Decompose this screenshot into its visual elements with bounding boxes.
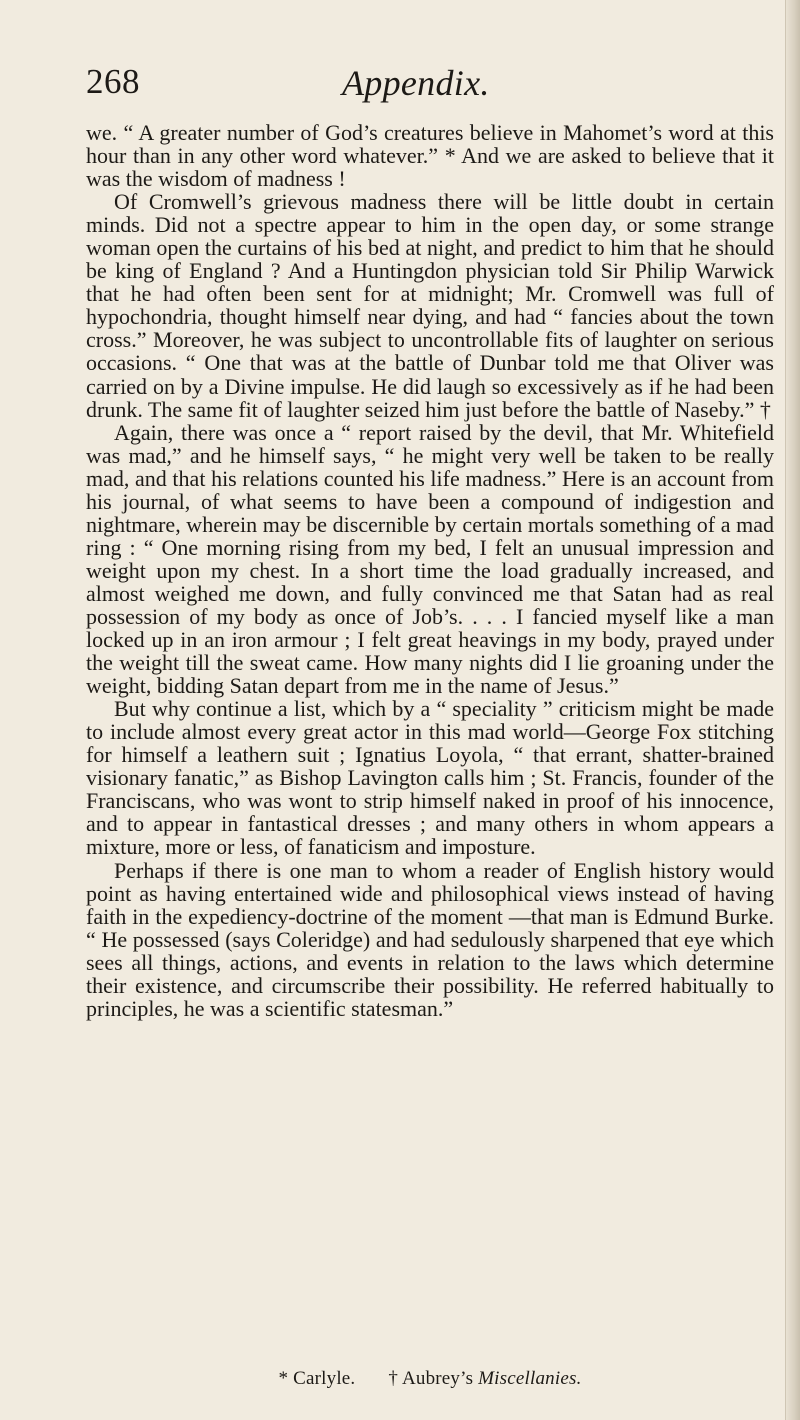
paragraph-4: But why continue a list, which by a “ speciality ” criticism might be made to include almost every great actor in this mad world—George Fox stitching for himself a leathern suit ; Ignatius Loyola, “ that errant, shatter-brained visionary fanatic,” as Bishop Lavington calls him ; St. Francis, founder of the Franciscans, who was wont to strip himself naked in proof of his innocence, and to appear in fantastical dresses ; and many others in whom appears a mixture, more or less, of fanaticism and imposture. — [86, 696, 774, 860]
footnote-aubrey-title: Miscellanies. — [478, 1368, 582, 1389]
paragraph-1: we. “ A greater number of God’s creatures believe in Mahomet’s word at this hour than in any other word whatever.” * And we are asked to believe that it was the wisdom of madness ! — [86, 120, 774, 192]
footnote-carlyle: * Carlyle. — [278, 1368, 356, 1389]
paragraph-2: Of Cromwell’s grievous madness there will be little doubt in certain minds. Did not a spectre appear to him in the open day, or some strange woman open the curtains of his bed at night, and predict to him that he should be king of England ? And a Huntingdon physician told Sir Philip Warwick that he had often been sent for at midnight; Mr. Cromwell was full of hypochondria, thought himself near dying, and had “ fancies about the town cross.” Moreover, he was subject to uncontrollable fits of laughter on serious occasions. “ One that was at the battle of Dunbar told me that Oliver was carried on by a Divine impulse. He did laugh so excessively as if he had been drunk. The same fit of laughter seized him just before the battle of Naseby.” † — [86, 189, 774, 422]
page-header — [86, 62, 776, 112]
footnotes — [86, 1368, 774, 1390]
running-head: Appendix. — [342, 63, 490, 103]
body-text — [86, 121, 774, 1020]
paragraph-5: Perhaps if there is one man to whom a reader of English history would point as having entertained wide and philosophical views instead of having faith in the expediency-doctrine of the moment —that man is Edmund Burke. “ He possessed (says Coleridge) and had sedulously sharpened that eye which sees all things, actions, and events in relation to the laws which determine their existence, and circumscribe their possibility. He referred habitually to principles, he was a scientific statesman.” — [86, 857, 774, 1021]
footnote-aubrey-prefix: † Aubrey’s — [388, 1368, 479, 1389]
paragraph-3: Again, there was once a “ report raised by the devil, that Mr. Whitefield was mad,” and he himself says, “ he might very well be taken to be really mad, and that his relations counted his life madness.” Here is an account from his journal, of what seems to have been a compound of indigestion and nightmare, wherein may be discernible by certain mortals something of a mad ring : “ One morning rising from my bed, I felt an unusual impression and weight upon my chest. In a short time the load gradually increased, and almost weighed me down, and fully convinced me that Satan had as real possession of my body as once of Job’s. . . . I fancied myself like a man locked up in an iron armour ; I felt great heavings in my body, prayed under the weight till the sweat came. How many nights did I lie groaning under the weight, bidding Satan depart from me in the name of Jesus.” — [86, 419, 774, 699]
page-number: 268 — [86, 62, 140, 101]
page-edge — [785, 0, 800, 1420]
footnote-aubrey — [388, 1368, 581, 1389]
